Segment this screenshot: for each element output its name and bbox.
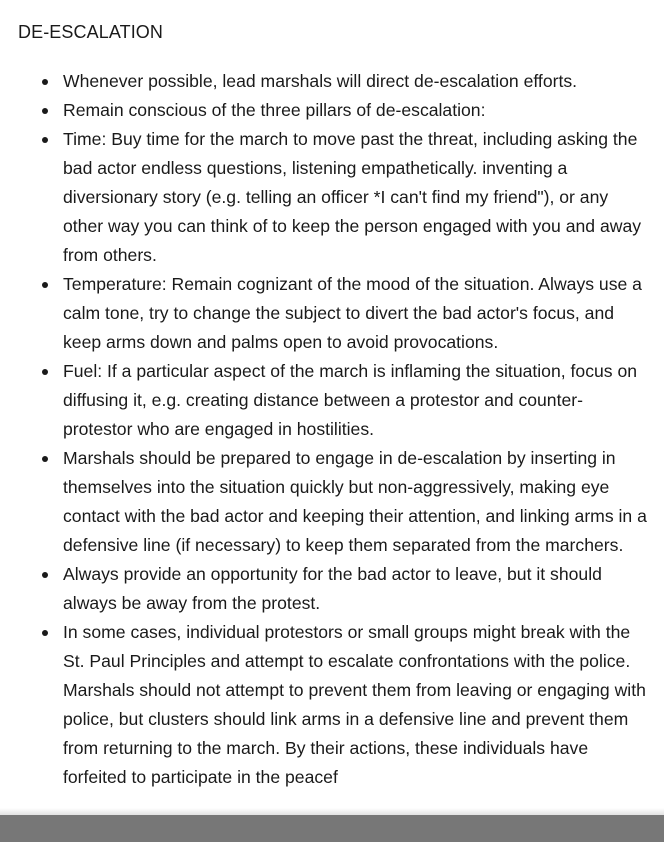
bullet-list — [0, 67, 664, 792]
bullet-item — [0, 125, 664, 270]
bullet-dot-icon — [42, 572, 48, 578]
bullet-item — [0, 618, 664, 792]
bullet-text: Marshals should be prepared to engage in de-escalation by inserting in themselves into the situation quickly but non-aggressively, making eye contact with the bad actor and keeping their attention, and linking arms in a defensive line (if necessary) to keep them separated from the marchers. — [63, 448, 647, 555]
bullet-text: Fuel: If a particular aspect of the march is inflaming the situation, focus on diffusing it, e.g. creating distance between a protestor and counter-protestor who are engaged in hostilities. — [63, 361, 638, 439]
bullet-dot-icon — [42, 79, 48, 85]
bullet-text: Whenever possible, lead marshals will direct de-escalation efforts. — [63, 71, 578, 91]
bullet-dot-icon — [42, 282, 48, 288]
bullet-text: Time: Buy time for the march to move past the threat, including asking the bad actor endless questions, listening empathetically. inventing a diversionary story (e.g. telling an officer *I can't find my friend"), or any other way you can think of to keep the person engaged with you and away from others. — [63, 129, 642, 265]
bullet-text: Temperature: Remain cognizant of the mood of the situation. Always use a calm tone, try to change the subject to divert the bad actor's focus, and keep arms down and palms open to avoid provocations. — [63, 274, 642, 352]
bullet-text: Remain conscious of the three pillars of de-escalation: — [63, 100, 486, 120]
bullet-dot-icon — [42, 369, 48, 375]
bottom-bar — [0, 815, 664, 842]
bullet-dot-icon — [42, 108, 48, 114]
bullet-item — [0, 96, 664, 125]
bullet-dot-icon — [42, 137, 48, 143]
bullet-dot-icon — [42, 630, 48, 636]
bullet-item — [0, 270, 664, 357]
bullet-dot-icon — [42, 456, 48, 462]
bullet-text: In some cases, individual protestors or small groups might break with the St. Paul Principles and attempt to escalate confrontations with the police. Marshals should not attempt to prevent them from leaving or engaging with police, but clusters should link arms in a defensive line and prevent them from returning to the march. By their actions, these individuals have forfeited to participate in the peacef — [63, 622, 646, 787]
bullet-item — [0, 560, 664, 618]
bullet-item — [0, 357, 664, 444]
bullet-item — [0, 444, 664, 560]
bullet-item — [0, 67, 664, 96]
section-heading: DE-ESCALATION — [18, 22, 163, 42]
bullet-text: Always provide an opportunity for the bad actor to leave, but it should always be away from the protest. — [63, 564, 602, 613]
